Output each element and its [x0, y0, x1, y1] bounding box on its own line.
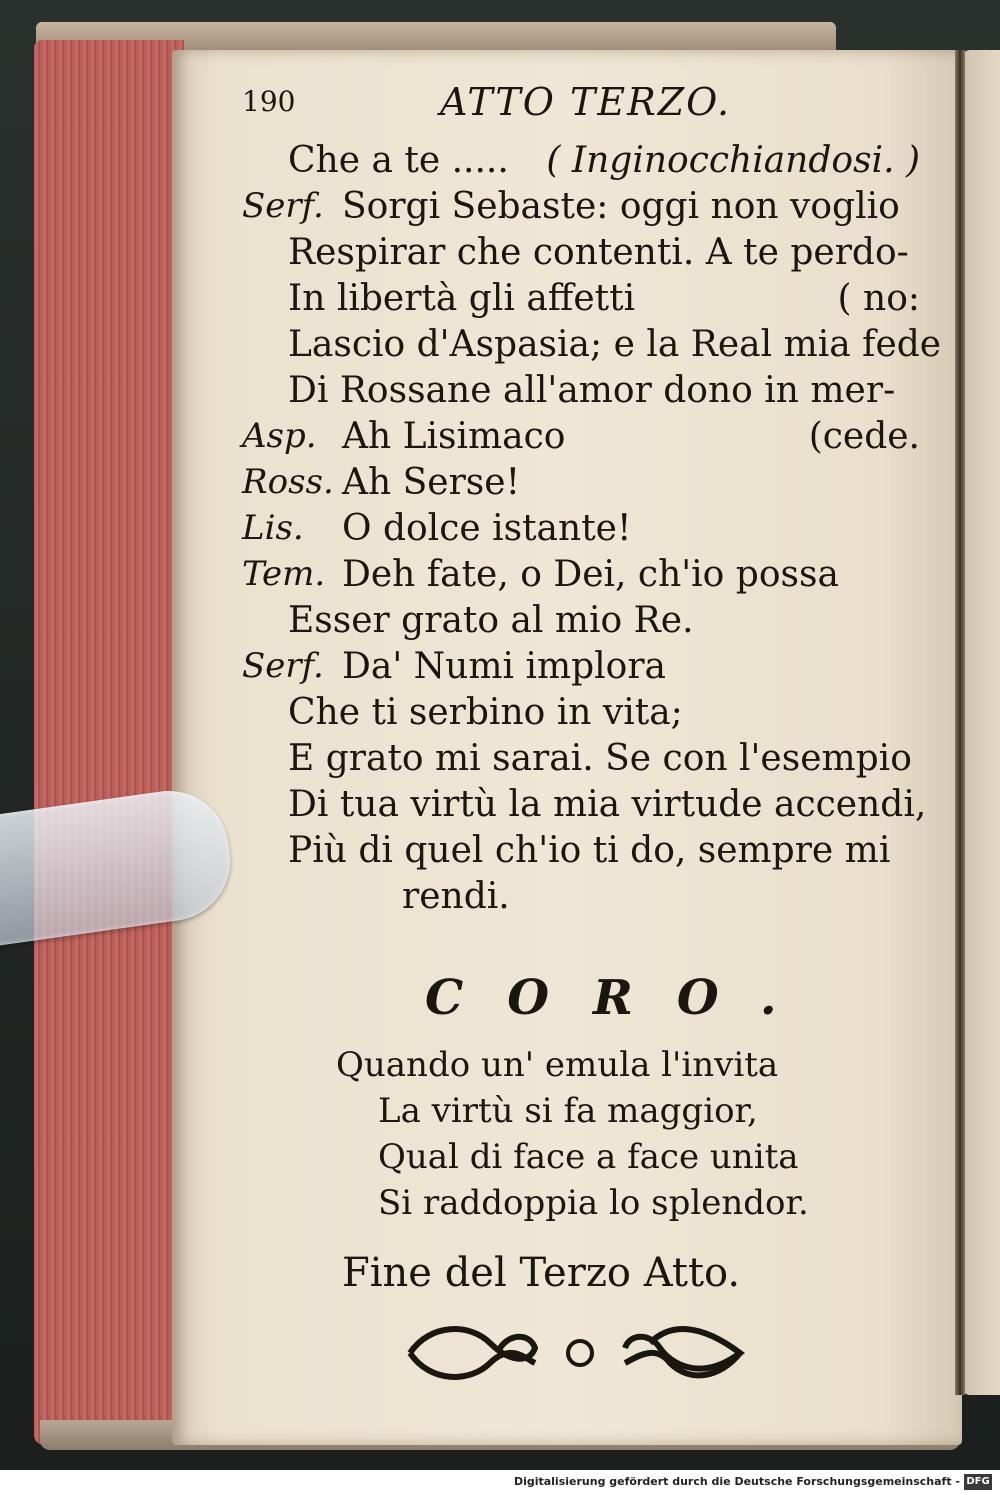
line-end-text: ( no: [837, 278, 920, 319]
verse-line: Più di quel ch'io ti do, sempre mi [288, 830, 891, 871]
verse-line: Ah Lisimaco [342, 416, 566, 457]
verse-line: Ah Serse! [342, 462, 521, 503]
verse-line: Di tua virtù la mia virtude accendi, [288, 784, 927, 825]
verse-line: Esser grato al mio Re. [288, 600, 694, 641]
verse-line: Che a te ..... [288, 140, 509, 181]
dfg-logo: DFG [964, 1474, 992, 1490]
verse-line: In libertà gli affetti [288, 278, 636, 319]
verse-line: Respirar che contenti. A te perdo- [288, 232, 909, 273]
speaker-label: Tem. [242, 554, 326, 594]
speaker-label: Lis. [242, 508, 304, 548]
page-edges-red [34, 40, 184, 1445]
page-number: 190 [242, 85, 296, 118]
speaker-label: Serf. [242, 646, 324, 686]
verse-line: Sorgi Sebaste: oggi non voglio [342, 186, 900, 227]
chorus-heading: CORO. [425, 970, 821, 1026]
line-end-text: ( Inginocchiandosi. ) [546, 140, 920, 181]
verse-line: O dolce istante! [342, 508, 632, 549]
verse-line: E grato mi sarai. Se con l'esempio [288, 738, 912, 779]
chorus-line: La virtù si fa maggior, [378, 1091, 758, 1131]
speaker-label: Ross. [242, 462, 334, 502]
speaker-label: Serf. [242, 186, 324, 226]
line-end-text: (cede. [808, 416, 920, 457]
chorus-line: Qual di face a face unita [378, 1137, 799, 1177]
chorus-line: Si raddoppia lo splendor. [378, 1183, 809, 1223]
book-gutter [955, 50, 965, 1395]
verse-line: Da' Numi implora [342, 646, 666, 687]
footer-credit: Digitalisierung gefördert durch die Deutsche Forschungsgemeinschaft - [513, 1475, 960, 1488]
footer-bar [0, 1470, 1000, 1495]
verse-line: rendi. [402, 876, 510, 917]
verse-line: Di Rossane all'amor dono in mer- [288, 370, 896, 411]
chorus-line: Quando un' emula l'invita [336, 1045, 779, 1085]
ornament-icon [400, 1318, 760, 1388]
verse-line: Lascio d'Aspasia; e la Real mia fede [288, 324, 942, 365]
speaker-label: Asp. [242, 416, 317, 456]
verse-line: Deh fate, o Dei, ch'io possa [342, 554, 839, 595]
running-title: ATTO TERZO. [440, 80, 732, 124]
facing-page-edge [962, 50, 1000, 1395]
end-of-act: Fine del Terzo Atto. [342, 1250, 741, 1296]
verse-line: Che ti serbino in vita; [288, 692, 683, 733]
